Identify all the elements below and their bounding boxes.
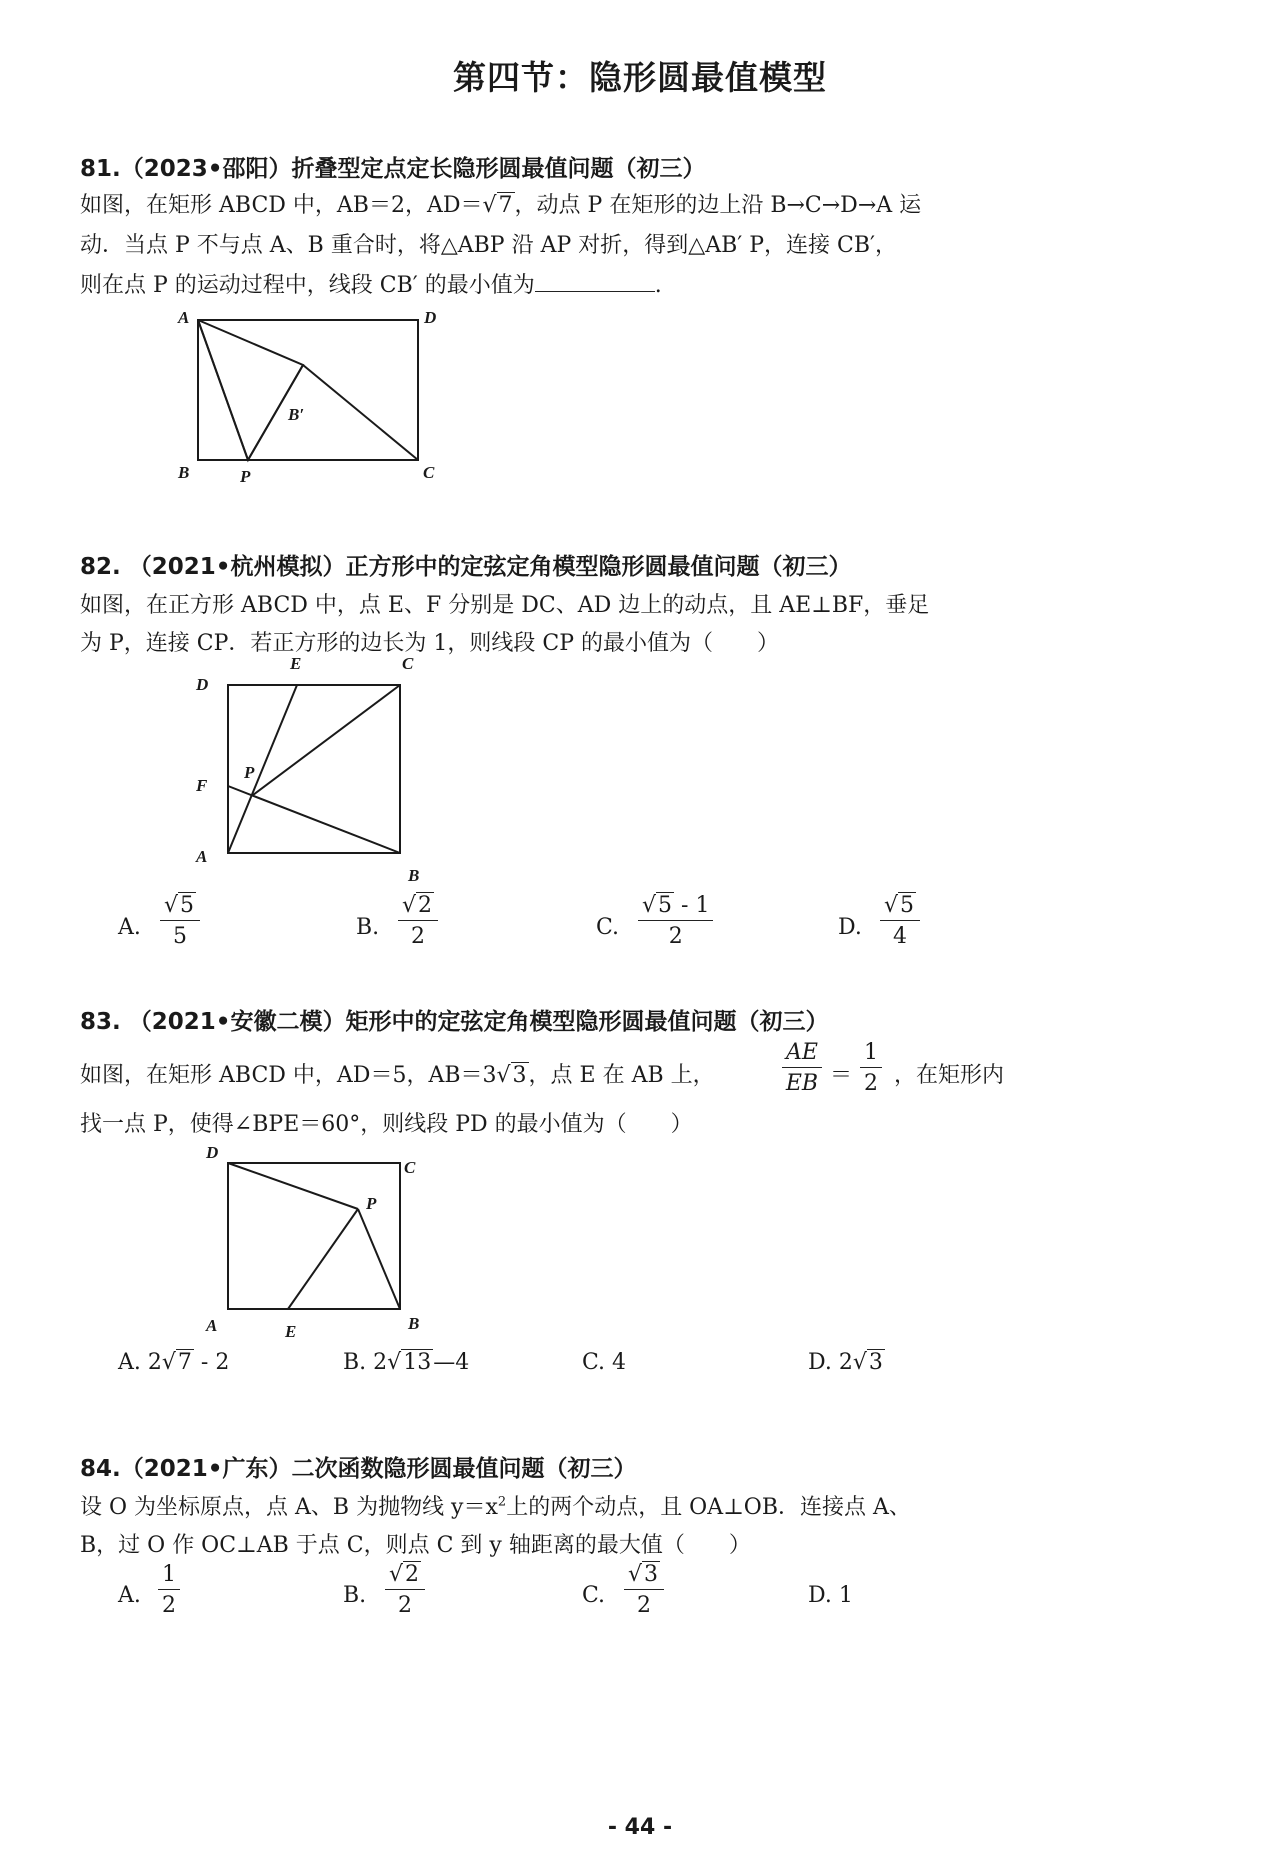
q83-half-denominator: 2 bbox=[864, 1071, 878, 1096]
q83-label-a: A bbox=[206, 1316, 218, 1335]
q83-half-numerator: 1 bbox=[860, 1040, 882, 1068]
q84-option-a-denominator: 2 bbox=[162, 1593, 176, 1618]
q82-label-p: P bbox=[244, 763, 255, 782]
q82-line-2: 为 P，连接 CP．若正方形的边长为 1，则线段 CP 的最小值为（ ） bbox=[80, 631, 780, 656]
q84-line-2: B，过 O 作 OC⊥AB 于点 C，则点 C 到 y 轴距离的最大值（ ） bbox=[80, 1533, 751, 1558]
q82-label-f: F bbox=[196, 776, 208, 795]
q83-line-1 bbox=[80, 1058, 715, 1089]
q83-figure bbox=[210, 1140, 430, 1330]
q84-option-c-numerator bbox=[624, 1562, 664, 1590]
radicand: 13 bbox=[403, 1350, 432, 1375]
q83-half-fraction bbox=[860, 1040, 882, 1096]
option-letter: D. bbox=[808, 1350, 832, 1375]
option-letter: A. bbox=[118, 1350, 141, 1375]
q81-line1-text-a: 如图，在矩形 ABCD 中，AB＝2，AD＝ bbox=[80, 193, 483, 218]
q83-line-2: 找一点 P，使得∠BPE＝60°，则线段 PD 的最小值为（ ） bbox=[80, 1112, 693, 1137]
q82-option-a-letter[interactable]: A. bbox=[118, 915, 141, 940]
q82-option-d-numerator bbox=[880, 893, 920, 921]
q81-segment-cb1 bbox=[303, 365, 418, 460]
q82-option-c-numerator bbox=[638, 893, 713, 921]
q82-option-b-denominator: 2 bbox=[411, 924, 426, 949]
q84-option-b-numerator bbox=[385, 1562, 425, 1590]
q84-option-b-denominator: 2 bbox=[398, 1593, 413, 1618]
q82-label-e: E bbox=[290, 654, 302, 673]
q84-heading: 84.（2021•广东）二次函数隐形圆最值问题（初三） bbox=[80, 1456, 637, 1482]
radicand: 5 bbox=[658, 893, 673, 918]
sqrt-symbol: √ bbox=[389, 1562, 404, 1587]
q83-label-b: B bbox=[408, 1314, 420, 1333]
q84-option-a-letter[interactable]: A. bbox=[118, 1583, 141, 1608]
q82-option-b-value[interactable] bbox=[398, 893, 438, 949]
q82-option-a-denominator: 5 bbox=[173, 924, 188, 949]
q81-heading: 81.（2023•邵阳）折叠型定点定长隐形圆最值问题（初三） bbox=[80, 156, 706, 182]
q83-line1-text-b: ，点 E 在 AB 上， bbox=[528, 1063, 715, 1088]
q84-option-c-denominator: 2 bbox=[637, 1593, 652, 1618]
q83-option-b[interactable] bbox=[343, 1350, 469, 1375]
q83-line1-radicand: 3 bbox=[512, 1063, 527, 1088]
q84-option-b-letter[interactable]: B. bbox=[343, 1583, 367, 1608]
q83-ratio-numerator: AE bbox=[782, 1040, 822, 1068]
q82-line-1: 如图，在正方形 ABCD 中，点 E、F 分别是 DC、AD 边上的动点，且 AE⊥BF，垂足 bbox=[80, 593, 930, 618]
numerator-tail: - 1 bbox=[674, 893, 710, 918]
q83-label-e: E bbox=[285, 1322, 297, 1341]
q82-option-c-denominator: 2 bbox=[668, 924, 683, 949]
sqrt-symbol: √ bbox=[482, 193, 497, 218]
q82-option-d-value[interactable] bbox=[880, 893, 920, 949]
q81-line-3 bbox=[80, 268, 662, 299]
q81-line1-radicand: 7 bbox=[498, 193, 513, 218]
option-letter: C. bbox=[582, 1350, 606, 1375]
q82-label-c: C bbox=[402, 654, 414, 673]
q84-exponent: 2 bbox=[497, 1494, 507, 1510]
q82-label-a: A bbox=[196, 847, 208, 866]
sqrt-symbol: √ bbox=[884, 893, 899, 918]
q83-equals: ＝ bbox=[830, 1063, 853, 1088]
radicand: 3 bbox=[644, 1562, 659, 1587]
q82-label-d: D bbox=[196, 675, 209, 694]
q81-line1-text-b: ，动点 P 在矩形的边上沿 B→C→D→A 运 bbox=[514, 193, 922, 218]
q81-label-b: B bbox=[178, 463, 190, 482]
q82-option-a-value[interactable] bbox=[160, 893, 200, 949]
q83-segment-pb bbox=[358, 1209, 400, 1309]
q83-label-p: P bbox=[366, 1194, 377, 1213]
answer-blank[interactable] bbox=[535, 271, 655, 292]
q83-heading: 83. （2021•安徽二模）矩形中的定弦定角模型隐形圆最值问题（初三） bbox=[80, 1009, 829, 1035]
sqrt-symbol: √ bbox=[628, 1562, 643, 1587]
q82-option-c-letter[interactable]: C. bbox=[596, 915, 620, 940]
radicand: 5 bbox=[180, 893, 195, 918]
q84-option-c-value[interactable] bbox=[624, 1562, 664, 1618]
q83-rectangle bbox=[228, 1163, 400, 1309]
q83-option-d[interactable] bbox=[808, 1350, 885, 1375]
sqrt-symbol: √ bbox=[496, 1063, 511, 1088]
q82-option-a-numerator bbox=[160, 893, 200, 921]
q84-option-a-numerator: 1 bbox=[158, 1562, 180, 1590]
q84-line-1 bbox=[80, 1490, 911, 1521]
q81-line3-text: 则在点 P 的运动过程中，线段 CB′ 的最小值为 bbox=[80, 273, 535, 298]
tail: - 2 bbox=[193, 1350, 230, 1375]
radicand: 3 bbox=[868, 1350, 883, 1375]
radicand: 7 bbox=[177, 1350, 192, 1375]
q84-line1-text-b: 上的两个动点，且 OA⊥OB．连接点 A、 bbox=[506, 1495, 911, 1520]
coefficient: 2 bbox=[838, 1350, 853, 1375]
radicand: 5 bbox=[900, 893, 915, 918]
q84-option-a-value[interactable] bbox=[158, 1562, 180, 1618]
q81-label-d: D bbox=[424, 308, 437, 327]
sqrt-symbol: √ bbox=[852, 1350, 867, 1375]
q83-option-a[interactable] bbox=[118, 1350, 229, 1375]
value: 1 bbox=[838, 1583, 853, 1608]
q81-label-b-prime: B′ bbox=[288, 405, 305, 424]
q81-rectangle bbox=[198, 320, 418, 460]
option-letter: B. bbox=[343, 1350, 367, 1375]
sqrt-symbol: √ bbox=[642, 893, 657, 918]
q84-option-b-value[interactable] bbox=[385, 1562, 425, 1618]
q82-option-d-denominator: 4 bbox=[893, 924, 908, 949]
q83-label-c: C bbox=[404, 1158, 416, 1177]
q83-ratio-fraction bbox=[782, 1040, 822, 1096]
q82-segment-bf bbox=[228, 786, 400, 853]
q81-segment-ap bbox=[198, 320, 248, 460]
q84-line1-text-a: 设 O 为坐标原点，点 A、B 为抛物线 y＝x bbox=[80, 1495, 498, 1520]
q83-ratio-denominator: EB bbox=[785, 1071, 819, 1096]
q81-label-a: A bbox=[178, 308, 190, 327]
sqrt-symbol: √ bbox=[161, 1350, 176, 1375]
q81-label-c: C bbox=[423, 463, 435, 482]
q82-option-c-value[interactable] bbox=[638, 893, 713, 949]
q82-heading: 82. （2021•杭州模拟）正方形中的定弦定角模型隐形圆最值问题（初三） bbox=[80, 554, 852, 580]
q82-option-b-letter[interactable]: B. bbox=[356, 915, 380, 940]
radicand: 2 bbox=[418, 893, 433, 918]
sqrt-symbol: √ bbox=[387, 1350, 402, 1375]
q83-label-d: D bbox=[206, 1143, 219, 1162]
q81-label-p: P bbox=[240, 467, 251, 486]
q81-fold-lines bbox=[198, 320, 303, 460]
q82-option-b-numerator bbox=[398, 893, 438, 921]
value: 4 bbox=[612, 1350, 627, 1375]
q82-figure bbox=[200, 660, 440, 890]
q83-line1-text-a: 如图，在矩形 ABCD 中，AD＝5，AB＝3 bbox=[80, 1063, 497, 1088]
q81-line3-end: . bbox=[654, 273, 662, 298]
sqrt-symbol: √ bbox=[164, 893, 179, 918]
q84-option-c-letter[interactable]: C. bbox=[582, 1583, 606, 1608]
coefficient: 2 bbox=[373, 1350, 388, 1375]
q83-segment-pe bbox=[288, 1209, 358, 1309]
sqrt-symbol: √ bbox=[402, 893, 417, 918]
radicand: 2 bbox=[405, 1562, 420, 1587]
option-letter: D. bbox=[808, 1583, 832, 1608]
q83-line1-text-c: ，在矩形内 bbox=[894, 1063, 1005, 1088]
page-number: - 44 - bbox=[607, 1815, 673, 1840]
q81-line-1 bbox=[80, 188, 921, 219]
tail: —4 bbox=[433, 1350, 470, 1375]
q82-label-b: B bbox=[408, 866, 420, 885]
q83-option-c[interactable] bbox=[582, 1350, 626, 1375]
q84-option-d[interactable] bbox=[808, 1583, 853, 1608]
page-title: 第四节：隐形圆最值模型 bbox=[453, 58, 827, 97]
q81-line-2: 动．当点 P 不与点 A、B 重合时，将△ABP 沿 AP 对折，得到△AB′ P，连接 CB′， bbox=[80, 233, 898, 258]
q82-option-d-letter[interactable]: D. bbox=[838, 915, 862, 940]
coefficient: 2 bbox=[147, 1350, 162, 1375]
q83-segment-dp bbox=[228, 1163, 358, 1209]
